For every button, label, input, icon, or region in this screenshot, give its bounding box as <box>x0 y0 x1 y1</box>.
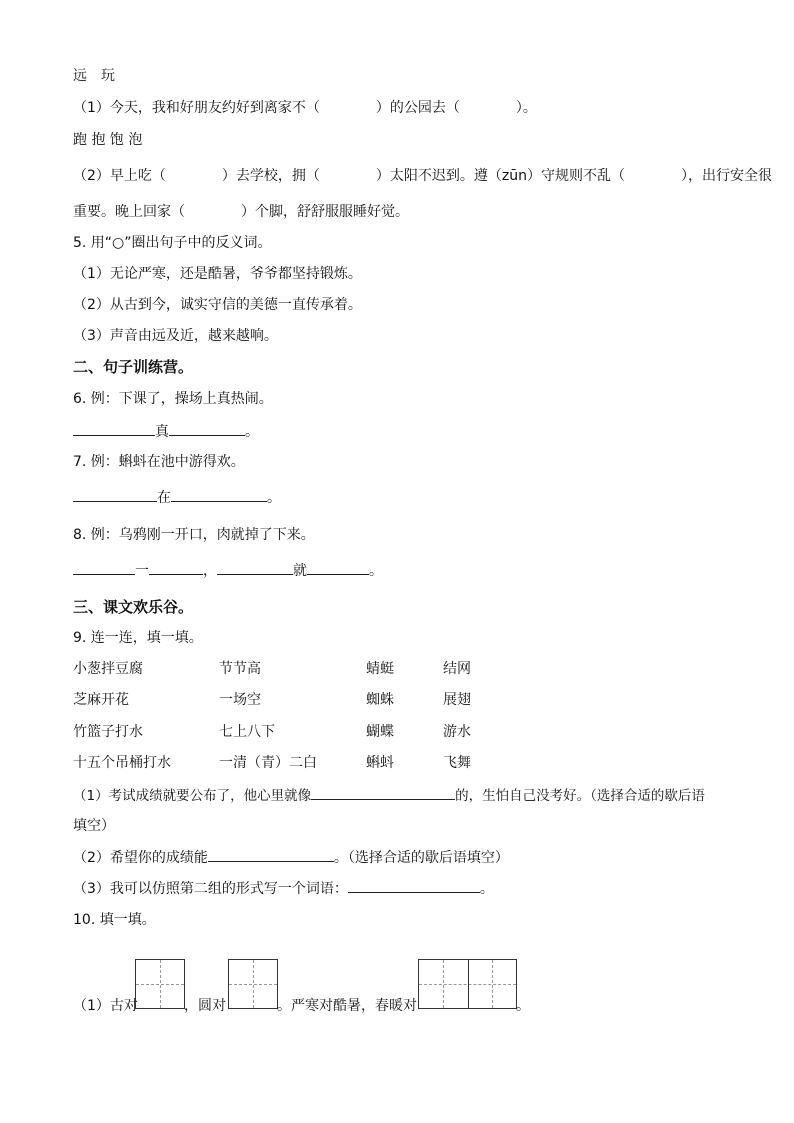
q6-title: 6. 例：下课了，操场上真热闹。 <box>73 391 273 407</box>
match-left-item[interactable]: 小葱拌豆腐 <box>73 661 143 677</box>
answer-blank[interactable] <box>73 487 157 502</box>
q9-sentence-3: （3）我可以仿照第二组的形式写一个词语： 。 <box>73 878 494 899</box>
q9-sentence-1: （1）考试成绩就要公布了，他心里就像 的，生怕自己没考好。（选择合适的歇后语 <box>73 785 705 806</box>
match-right-item[interactable]: 游水 <box>443 724 471 740</box>
answer-blank[interactable] <box>348 878 480 893</box>
q8-title: 8. 例：乌鸦刚一开口，肉就掉了下来。 <box>73 527 315 543</box>
match-right-item[interactable]: 一清（青）二白 <box>219 755 317 771</box>
match-left-item[interactable]: 蜻蜓 <box>366 661 394 677</box>
match-left-item[interactable]: 竹篮子打水 <box>73 724 143 740</box>
q9-sentence-1-cont: 填空） <box>73 818 115 834</box>
answer-blank[interactable] <box>307 560 369 575</box>
match-left-item[interactable]: 蜘蛛 <box>366 692 394 708</box>
q8-answer-line <box>73 560 383 581</box>
q8-word-2: 就 <box>293 563 307 579</box>
q6-answer-line <box>73 421 259 442</box>
answer-blank[interactable] <box>73 421 155 436</box>
answer-blank[interactable] <box>169 421 245 436</box>
tian-grid-box[interactable] <box>135 959 185 1009</box>
period: 。 <box>369 563 383 579</box>
q5-title: 5. 用“○”圈出句子中的反义词。 <box>73 235 272 251</box>
answer-blank[interactable] <box>217 560 293 575</box>
q4-sentence-2b: 重要。晚上回家（ ）个脚，舒舒服服睡好觉。 <box>73 204 409 220</box>
q9-sentence-2: （2）希望你的成绩能 。（选择合适的歇后语填空） <box>73 847 509 868</box>
period: 。 <box>245 424 259 440</box>
match-left-item[interactable]: 蝌蚪 <box>366 755 394 771</box>
q10-text-2: ，圆对 <box>184 998 226 1014</box>
q5-sentence-3: （3）声音由远及近，越来越响。 <box>73 328 278 344</box>
word-choices-1: 远 玩 <box>73 68 115 84</box>
tian-grid-box[interactable] <box>228 959 278 1009</box>
q7-title: 7. 例：蝌蚪在池中游得欢。 <box>73 454 245 470</box>
match-right-item[interactable]: 飞舞 <box>443 755 471 771</box>
answer-blank[interactable] <box>73 560 135 575</box>
period: 。 <box>267 490 281 506</box>
q10-text-3: 。严寒对酷暑，春暖对 <box>277 998 417 1014</box>
match-right-item[interactable]: 七上八下 <box>219 724 275 740</box>
q4-sentence-1: （1）今天，我和好朋友约好到离家不（ ）的公园去（ ）。 <box>73 100 537 116</box>
q8-word-1: 一 <box>135 563 149 579</box>
comma: ， <box>203 563 217 579</box>
q4-sentence-2a: （2）早上吃（ ）去学校，拥（ ）太阳不迟到。遵（zūn）守规则不乱（ ），出行安全很 <box>73 168 772 184</box>
answer-blank[interactable] <box>171 487 267 502</box>
answer-blank[interactable] <box>311 785 455 800</box>
answer-blank[interactable] <box>149 560 203 575</box>
section-heading-2: 二、句子训练营。 <box>73 358 194 376</box>
match-left-item[interactable]: 十五个吊桶打水 <box>73 755 171 771</box>
match-right-item[interactable]: 结网 <box>443 661 471 677</box>
q6-word: 真 <box>155 424 169 440</box>
q10-title: 10. 填一填。 <box>73 912 156 928</box>
q10-text-1: （1）古对 <box>73 998 138 1014</box>
q7-answer-line <box>73 487 281 508</box>
q7-word: 在 <box>157 490 171 506</box>
tian-grid-box-double[interactable] <box>418 959 517 1009</box>
q10-text-4: 。 <box>516 998 530 1014</box>
q5-sentence-2: （2）从古到今，诚实守信的美德一直传承着。 <box>73 297 362 313</box>
q9-title: 9. 连一连，填一填。 <box>73 630 203 646</box>
word-choices-2: 跑 抱 饱 泡 <box>73 132 143 148</box>
match-left-item[interactable]: 蝴蝶 <box>366 724 394 740</box>
match-right-item[interactable]: 一场空 <box>219 692 261 708</box>
q5-sentence-1: （1）无论严寒，还是酷暑，爷爷都坚持锻炼。 <box>73 266 362 282</box>
match-right-item[interactable]: 展翅 <box>443 692 471 708</box>
match-left-item[interactable]: 芝麻开花 <box>73 692 129 708</box>
match-right-item[interactable]: 节节高 <box>219 661 261 677</box>
section-heading-3: 三、课文欢乐谷。 <box>73 598 194 616</box>
answer-blank[interactable] <box>208 847 334 862</box>
